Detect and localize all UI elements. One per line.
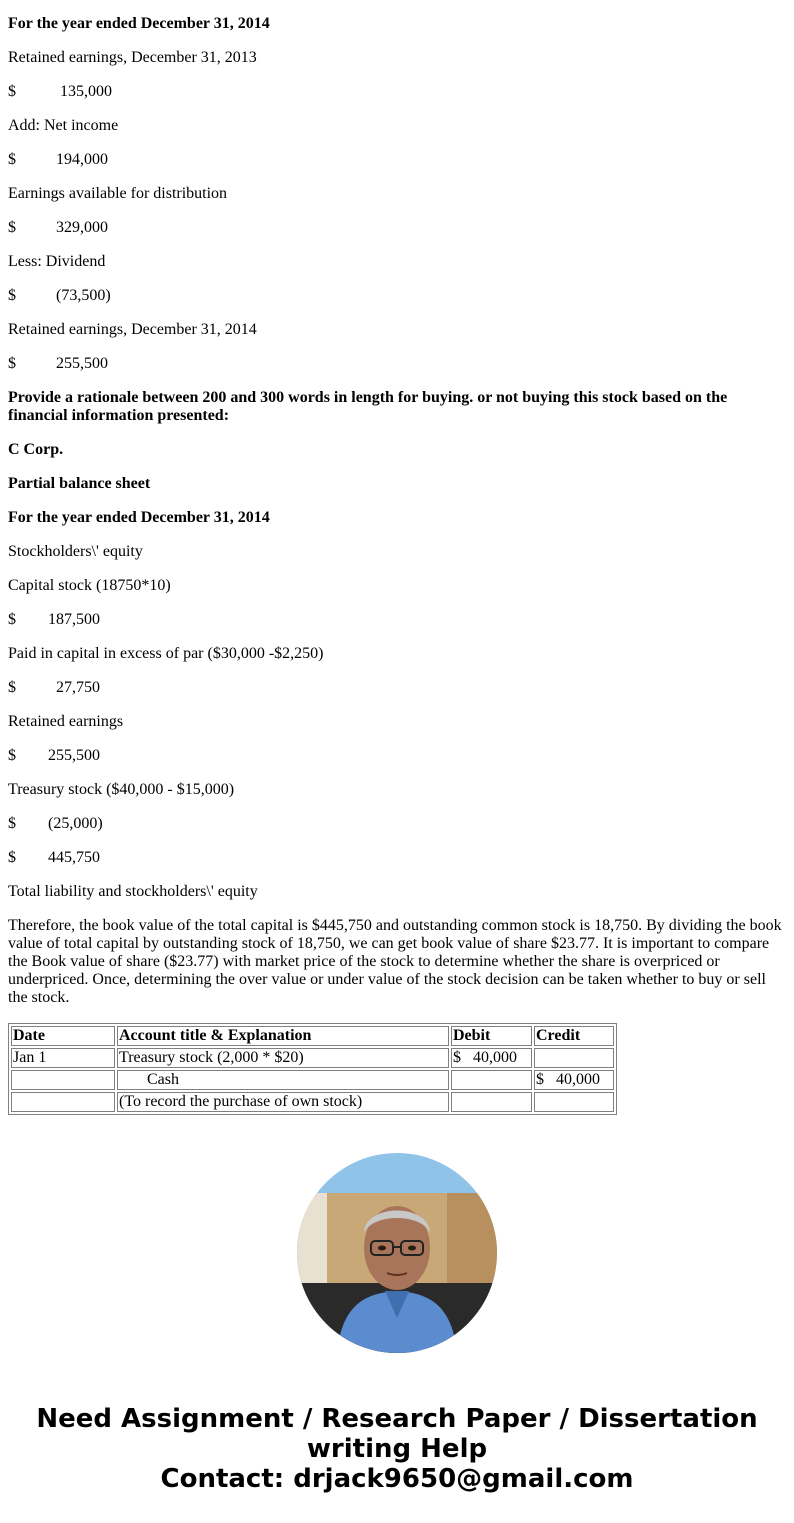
- table-cell: [534, 1048, 614, 1068]
- text-paragraph: Add: Net income: [8, 117, 119, 134]
- table-row: [11, 1070, 614, 1090]
- promo-line-2: writing Help: [306, 1434, 488, 1464]
- column-header: Debit: [451, 1026, 532, 1046]
- text-paragraph: Less: Dividend: [8, 253, 106, 270]
- table-cell: [534, 1092, 614, 1112]
- text-paragraph: Stockholders\' equity: [8, 543, 143, 560]
- text-paragraph: $ 255,500: [8, 355, 108, 372]
- table-cell: Cash: [117, 1070, 449, 1090]
- text-paragraph: $ 255,500: [8, 747, 100, 764]
- text-paragraph: Capital stock (18750*10): [8, 577, 171, 594]
- text-paragraph: $ (25,000): [8, 815, 103, 832]
- text-paragraph: $ 445,750: [8, 849, 100, 866]
- heading-paragraph: Partial balance sheet: [8, 475, 151, 492]
- heading-paragraph: For the year ended December 31, 2014: [8, 509, 270, 526]
- table-cell: [451, 1092, 532, 1112]
- text-paragraph: Therefore, the book value of the total capital is $445,750 and outstanding common stock is 18,750. By dividing the book value of total capital by outstanding stock of 18,750, we can get book value of share $23.77. It is important to compare the Book value of share ($23.77) with market price of the stock to determine whether the share is overpriced or underpriced. Once, determining the over value or under value of the stock decision can be taken whether to buy or sell the stock.: [8, 917, 782, 1006]
- text-paragraph: Treasury stock ($40,000 - $15,000): [8, 781, 235, 798]
- table-header-row: [11, 1026, 614, 1046]
- table-cell: [11, 1070, 115, 1090]
- paragraph-list: [8, 15, 786, 1007]
- table-row: [11, 1048, 614, 1068]
- table-cell: $ 40,000: [534, 1070, 614, 1090]
- text-paragraph: $ 135,000: [8, 83, 112, 100]
- text-paragraph: Retained earnings, December 31, 2013: [8, 49, 257, 66]
- heading-paragraph: C Corp.: [8, 441, 64, 458]
- text-paragraph: Total liability and stockholders\' equity: [8, 883, 258, 900]
- table-cell: [11, 1092, 115, 1112]
- text-paragraph: Paid in capital in excess of par ($30,000 -$2,250): [8, 645, 324, 662]
- table-cell: [451, 1070, 532, 1090]
- text-paragraph: $ 187,500: [8, 611, 100, 628]
- text-paragraph: Retained earnings, December 31, 2014: [8, 321, 257, 338]
- heading-paragraph: For the year ended December 31, 2014: [8, 15, 270, 32]
- text-paragraph: $ 329,000: [8, 219, 108, 236]
- text-paragraph: $ 27,750: [8, 679, 100, 696]
- text-paragraph: $ 194,000: [8, 151, 108, 168]
- promo-line-1: Need Assignment / Research Paper / Dissertation: [36, 1404, 758, 1434]
- author-avatar: [297, 1153, 497, 1353]
- document-body: [8, 15, 786, 1115]
- table-row: [11, 1092, 614, 1112]
- author-photo: [297, 1153, 497, 1353]
- table-cell: Treasury stock (2,000 * $20): [117, 1048, 449, 1068]
- text-paragraph: Earnings available for distribution: [8, 185, 228, 202]
- promo-banner: [0, 1404, 794, 1494]
- journal-entry-table: [8, 1023, 617, 1115]
- heading-paragraph: Provide a rationale between 200 and 300 words in length for buying. or not buying this stock based on the financial information presented:: [8, 389, 728, 424]
- table-cell: (To record the purchase of own stock): [117, 1092, 449, 1112]
- column-header: Account title & Explanation: [117, 1026, 449, 1046]
- column-header: Date: [11, 1026, 115, 1046]
- table-cell: $ 40,000: [451, 1048, 532, 1068]
- text-paragraph: $ (73,500): [8, 287, 111, 304]
- table-cell: Jan 1: [11, 1048, 115, 1068]
- text-paragraph: Retained earnings: [8, 713, 124, 730]
- promo-contact: Contact: drjack9650@gmail.com: [160, 1464, 634, 1494]
- column-header: Credit: [534, 1026, 614, 1046]
